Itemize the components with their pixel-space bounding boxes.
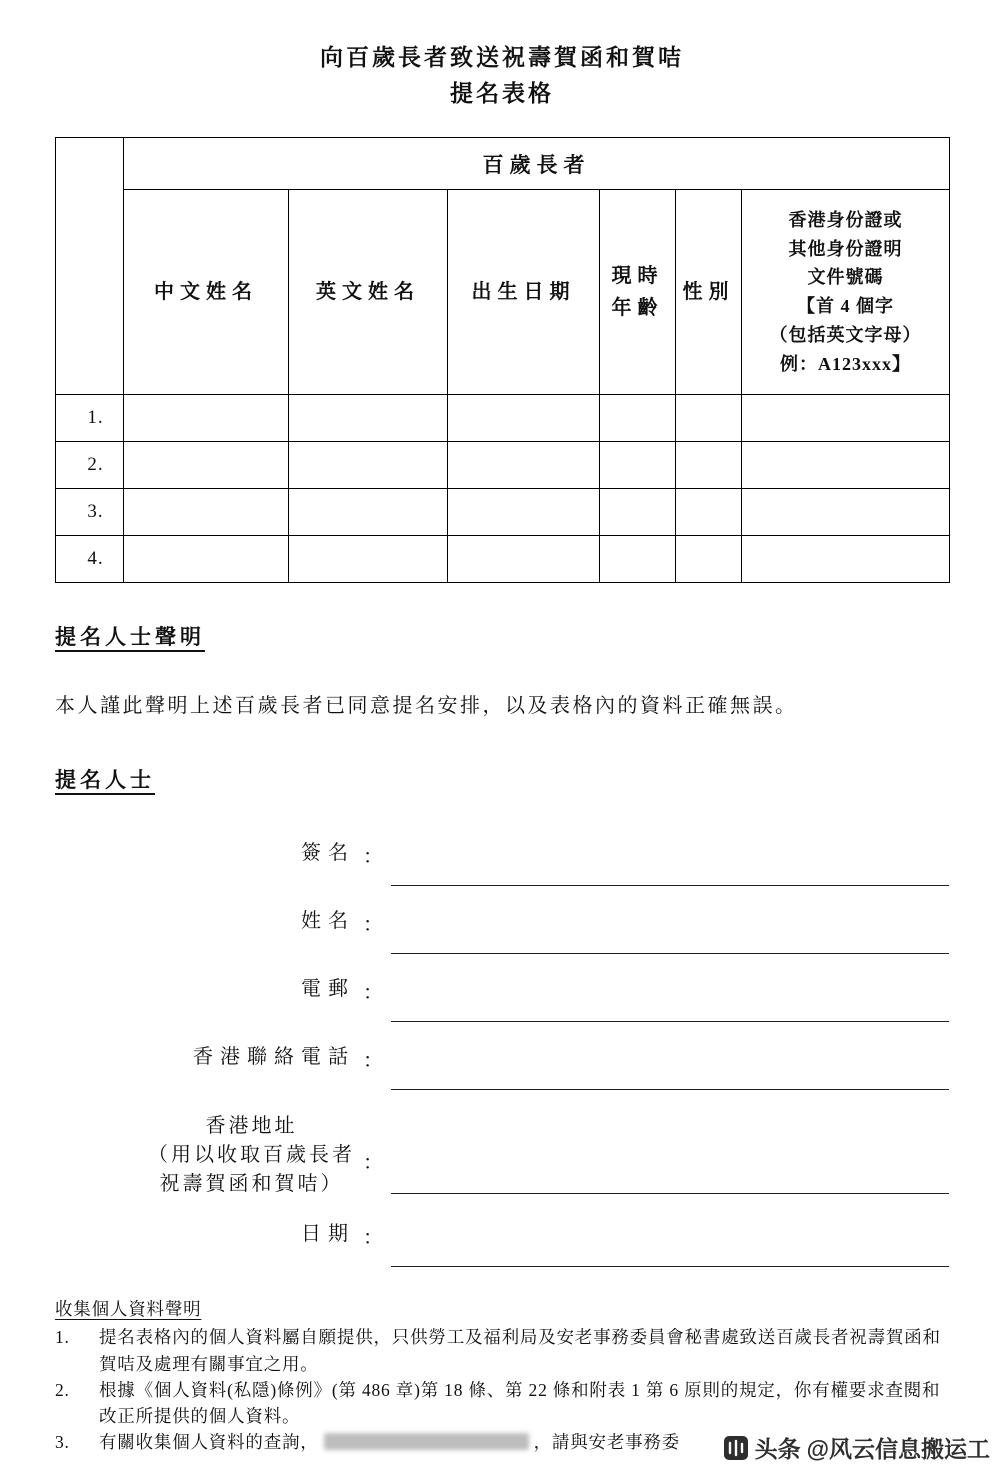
hk-address-label-line: 祝壽賀函和賀咭） — [159, 1173, 344, 1196]
table-cell-empty — [600, 395, 676, 442]
hk-phone-label: 香港聯絡電話 — [193, 1046, 355, 1069]
notes-heading: 收集個人資料聲明 — [55, 1299, 202, 1319]
id-header-line: 文件號碼 — [807, 267, 884, 288]
hk-address-label-line: 香港地址 — [205, 1115, 298, 1138]
table-cell-empty — [742, 442, 950, 489]
hk-phone-line — [391, 1044, 949, 1090]
hk-address-label-line: （用以收取百歲長者 — [148, 1144, 355, 1167]
table-cell-empty — [289, 442, 448, 489]
table-row — [56, 442, 950, 489]
watermark — [723, 1431, 990, 1464]
table-row — [56, 489, 950, 536]
note-text: 根據《個人資料(私隱)條例》(第 486 章)第 18 條、第 22 條和附表 1 第 6 原則的規定，你有權要求查閱和改正所提供的個人資料。 — [99, 1379, 941, 1426]
table-cell-empty — [124, 489, 289, 536]
column-header-id-number — [742, 190, 950, 395]
form-title — [55, 40, 949, 111]
nominator-fields — [55, 840, 949, 1267]
column-header-english-name: 英文姓名 — [289, 190, 448, 395]
column-header-chinese-name: 中文姓名 — [124, 190, 289, 395]
row-number-cell: 3. — [56, 489, 124, 536]
table-cell-empty — [676, 442, 742, 489]
field-signature — [55, 840, 949, 886]
table-cell-empty — [124, 395, 289, 442]
field-date — [55, 1221, 949, 1267]
field-colon: ： — [363, 1050, 383, 1073]
nominator-heading: 提名人士 — [55, 768, 155, 793]
note-item — [55, 1324, 949, 1377]
table-cell-empty — [289, 489, 448, 536]
table-cell-empty — [448, 395, 600, 442]
note-item — [55, 1377, 949, 1430]
signature-line — [391, 840, 949, 886]
table-row — [56, 395, 950, 442]
column-header-current-age — [600, 190, 676, 395]
id-header-line: 例：A123xxx】 — [780, 353, 912, 374]
table-cell-empty — [600, 489, 676, 536]
table-cell-empty — [600, 442, 676, 489]
age-header-line: 現時 — [611, 265, 664, 288]
table-cell-empty — [600, 536, 676, 583]
field-colon: ： — [363, 846, 383, 869]
table-cell-empty — [742, 489, 950, 536]
column-header-gender: 性別 — [676, 190, 742, 395]
note-text-before-redaction: 有關收集個人資料的查詢， — [99, 1432, 319, 1453]
note-text: 提名表格內的個人資料屬自願提供，只供勞工及福利局及安老事務委員會秘書處致送百歲長者祝壽賀函和賀咭及處理有關事宜之用。 — [99, 1327, 941, 1374]
note-number: 3. — [55, 1432, 70, 1453]
table-row — [56, 536, 950, 583]
centenarian-table — [55, 137, 950, 583]
table-cell-empty — [124, 442, 289, 489]
email-line — [391, 976, 949, 1022]
toutiao-logo-icon — [723, 1435, 749, 1461]
row-number-cell: 4. — [56, 536, 124, 583]
table-cell-empty — [676, 395, 742, 442]
watermark-brand: 头条 — [754, 1436, 801, 1462]
table-cell-empty — [448, 442, 600, 489]
table-cell-empty — [448, 489, 600, 536]
redacted-contact-info — [324, 1433, 529, 1450]
column-header-birth-date: 出生日期 — [448, 190, 600, 395]
field-colon: ： — [363, 1227, 383, 1250]
table-cell-empty — [289, 536, 448, 583]
table-cell-empty — [124, 536, 289, 583]
email-label: 電郵 — [301, 978, 355, 1001]
note-text-after-redaction: ，請與安老事務委 — [533, 1432, 681, 1453]
form-title-line-2: 提名表格 — [450, 80, 554, 106]
field-colon: ： — [363, 914, 383, 937]
declaration-text: 本人謹此聲明上述百歲長者已同意提名安排，以及表格內的資料正確無誤。 — [55, 695, 798, 718]
field-colon: ： — [363, 1152, 383, 1175]
table-cell-empty — [448, 536, 600, 583]
age-header-line: 年齡 — [611, 297, 664, 320]
id-header-line: （包括英文字母） — [769, 325, 922, 346]
field-hk-phone — [55, 1044, 949, 1090]
id-header-line: 其他身份證明 — [788, 238, 903, 259]
table-cell-empty — [676, 536, 742, 583]
name-label: 姓名 — [301, 910, 355, 933]
id-header-line: 【首 4 個字 — [797, 296, 895, 317]
note-number: 2. — [55, 1379, 70, 1400]
row-number-cell: 1. — [56, 395, 124, 442]
form-title-line-1: 向百歲長者致送祝壽賀函和賀咭 — [320, 45, 684, 70]
note-number: 1. — [55, 1327, 70, 1348]
date-line — [391, 1221, 949, 1267]
hk-address-line — [391, 1112, 949, 1194]
table-cell-empty — [676, 489, 742, 536]
date-label: 日期 — [301, 1223, 355, 1246]
table-cell-empty — [742, 536, 950, 583]
group-header-cell: 百歲長者 — [124, 138, 950, 190]
name-line — [391, 908, 949, 954]
signature-label: 簽名 — [301, 842, 355, 865]
hk-address-label — [55, 1112, 355, 1199]
table-cell-empty — [289, 395, 448, 442]
field-name — [55, 908, 949, 954]
row-number-header-cell — [56, 138, 124, 395]
field-colon: ： — [363, 982, 383, 1005]
watermark-handle: @风云信息搬运工 — [806, 1436, 990, 1462]
field-email — [55, 976, 949, 1022]
row-number-cell: 2. — [56, 442, 124, 489]
field-hk-address — [55, 1112, 949, 1199]
id-header-line: 香港身份證或 — [788, 209, 903, 230]
declaration-heading: 提名人士聲明 — [55, 625, 205, 650]
table-cell-empty — [742, 395, 950, 442]
